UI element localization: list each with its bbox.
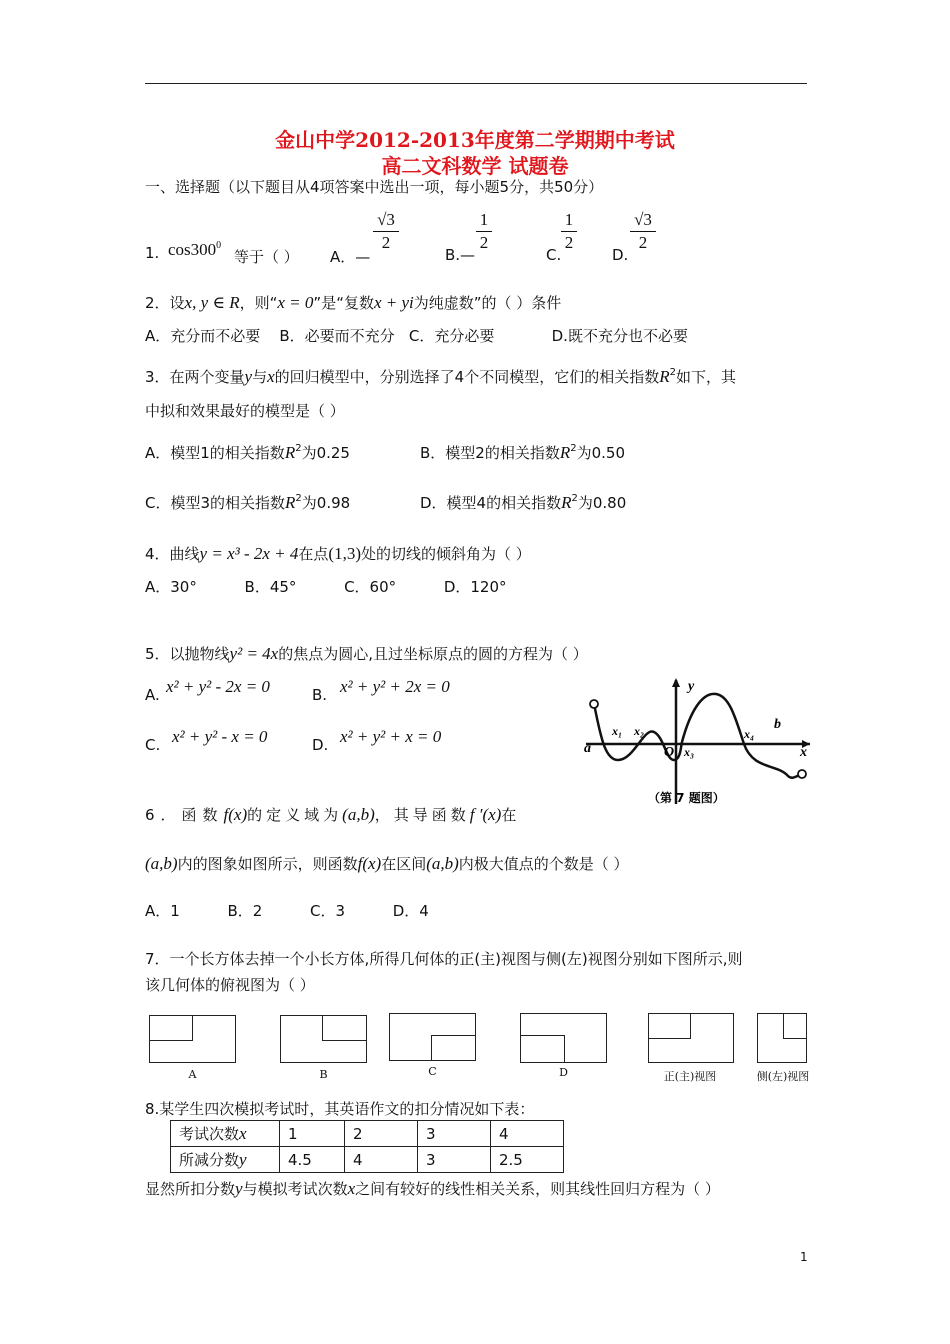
q4-options: A．30° B．45° C．60° D．120°: [145, 578, 507, 596]
q3-stem-line2: 中拟和效果最好的模型是（ ）: [145, 402, 345, 420]
graph-label-x: x: [800, 745, 807, 760]
derivative-graph: [578, 672, 818, 812]
q1-expression: $\cos 300^0$: [168, 240, 222, 259]
view-option-a: [149, 1015, 236, 1063]
q7-stem-line1: 7．一个长方体去掉一个小长方体,所得几何体的正(主)视图与侧(左)视图分别如下图所示,则: [145, 950, 743, 968]
graph-label-x2: x₂: [634, 724, 645, 738]
q1-fraction-a: √3 2: [373, 210, 399, 253]
q1-option-a: A．—: [330, 248, 371, 266]
q1-fraction-d: √3 2: [630, 210, 656, 253]
title-line-1: 金山中学2012-2013年度第二学期期中考试: [275, 128, 675, 152]
table-cell: 所减分数y: [171, 1147, 280, 1173]
header-rule: [145, 83, 807, 84]
q5-stem: 5．以抛物线y² = 4x的焦点为圆心,且过坐标原点的圆的方程为（ ）: [145, 644, 588, 663]
view-label-d: D: [559, 1066, 568, 1079]
table-cell: 2: [345, 1121, 418, 1147]
q3-option-a: A．模型1的相关指数$R^2$为0.25: [145, 443, 350, 462]
table-cell: 4: [345, 1147, 418, 1173]
graph-label-a: a: [584, 741, 591, 756]
view-label-a: A: [188, 1068, 197, 1081]
q7-stem-line2: 该几何体的俯视图为（ ）: [145, 976, 315, 994]
q8-table: [170, 1120, 564, 1173]
q6-options: A．1 B．2 C．3 D．4: [145, 902, 429, 920]
view-option-d: [520, 1013, 607, 1063]
q6-stem-line2: (a,b)内的图象如图所示，则函数f(x)在区间(a,b)内极大值点的个数是（ ）: [145, 854, 629, 873]
graph-label-b: b: [774, 717, 781, 732]
q5-option-b-label: B.: [312, 686, 328, 704]
q3-option-b: B．模型2的相关指数$R^2$为0.50: [420, 443, 626, 462]
view-option-c: [389, 1013, 476, 1061]
table-row: [171, 1147, 564, 1173]
q5-option-c: x² + y² - x = 0: [172, 727, 268, 746]
view-label-b: B: [319, 1068, 328, 1081]
table-cell: 3: [418, 1147, 491, 1173]
q1-option-b: B.—: [445, 246, 476, 264]
q5-option-c-label: C.: [145, 736, 161, 754]
section-heading: 一、选择题（以下题目从4项答案中选出一项，每小题5分，共50分）: [145, 178, 604, 196]
graph-caption: （第 7 题图）: [648, 791, 725, 805]
table-row: [171, 1121, 564, 1147]
q2-options: A．充分而不必要 B．必要而不充分 C．充分必要 D.既不充分也不必要: [145, 327, 688, 345]
front-view-label: 正(主)视图: [663, 1070, 717, 1083]
endpoint-b-open: [798, 770, 806, 778]
q2-stem: 2．设x, y ∈ R，则“x = 0”是“复数x + yi为纯虚数”的（ ）条件: [145, 293, 562, 312]
side-view: [757, 1013, 807, 1063]
table-cell: 1: [280, 1121, 345, 1147]
q6-stem-line1: 6．函数f(x)的定义域为(a,b)，其导函数f ′(x)在: [145, 805, 517, 824]
q1-fraction-b: 1 2: [476, 210, 492, 253]
q3-stem-line1: 3．在两个变量y与x的回归模型中，分别选择了4个不同模型，它们的相关指数$R^2$如下，其: [145, 367, 736, 386]
q1-fraction-c: 1 2: [561, 210, 577, 253]
endpoint-a-open: [590, 700, 598, 708]
q1-option-c: C.: [546, 246, 562, 264]
q3-option-c: C．模型3的相关指数$R^2$为0.98: [145, 493, 351, 512]
table-cell: 4.5: [280, 1147, 345, 1173]
derivative-curve: [594, 694, 802, 778]
front-view: [648, 1013, 734, 1063]
q1-number: 1.: [145, 244, 160, 262]
graph-label-origin: O: [664, 745, 675, 760]
q3-option-d: D．模型4的相关指数$R^2$为0.80: [420, 493, 627, 512]
page-number: 1: [800, 1250, 808, 1264]
q5-option-d-label: D.: [312, 736, 329, 754]
q1-text: 等于（ ）: [234, 248, 299, 266]
graph-label-y: y: [688, 679, 695, 694]
graph-label-x4: x₄: [744, 727, 755, 741]
graph-label-x3: x₃: [684, 745, 695, 759]
table-cell: 4: [491, 1121, 564, 1147]
view-label-c: C: [428, 1065, 437, 1078]
title-line-2: 高二文科数学 试题卷: [381, 154, 569, 178]
graph-label-x1: x₁: [612, 724, 623, 738]
table-cell: 考试次数x: [171, 1121, 280, 1147]
y-axis-arrow: [672, 678, 680, 687]
side-view-label: 侧(左)视图: [756, 1070, 810, 1083]
q4-stem: 4．曲线y = x³ - 2x + 4在点(1,3)处的切线的倾斜角为（ ）: [145, 544, 531, 563]
view-option-b: [280, 1015, 367, 1063]
q8-stem: 显然所扣分数y与模拟考试次数x之间有较好的线性相关关系，则其线性回归方程为（ ）: [145, 1179, 720, 1198]
q8-intro: 8.某学生四次模拟考试时，其英语作文的扣分情况如下表：: [145, 1100, 535, 1118]
q1-option-d: D.: [612, 246, 629, 264]
q5-option-a-label: A.: [145, 686, 160, 704]
table-cell: 3: [418, 1121, 491, 1147]
table-cell: 2.5: [491, 1147, 564, 1173]
q5-option-a: x² + y² - 2x = 0: [166, 677, 270, 696]
q5-option-d: x² + y² + x = 0: [340, 727, 442, 746]
q5-option-b: x² + y² + 2x = 0: [340, 677, 450, 696]
